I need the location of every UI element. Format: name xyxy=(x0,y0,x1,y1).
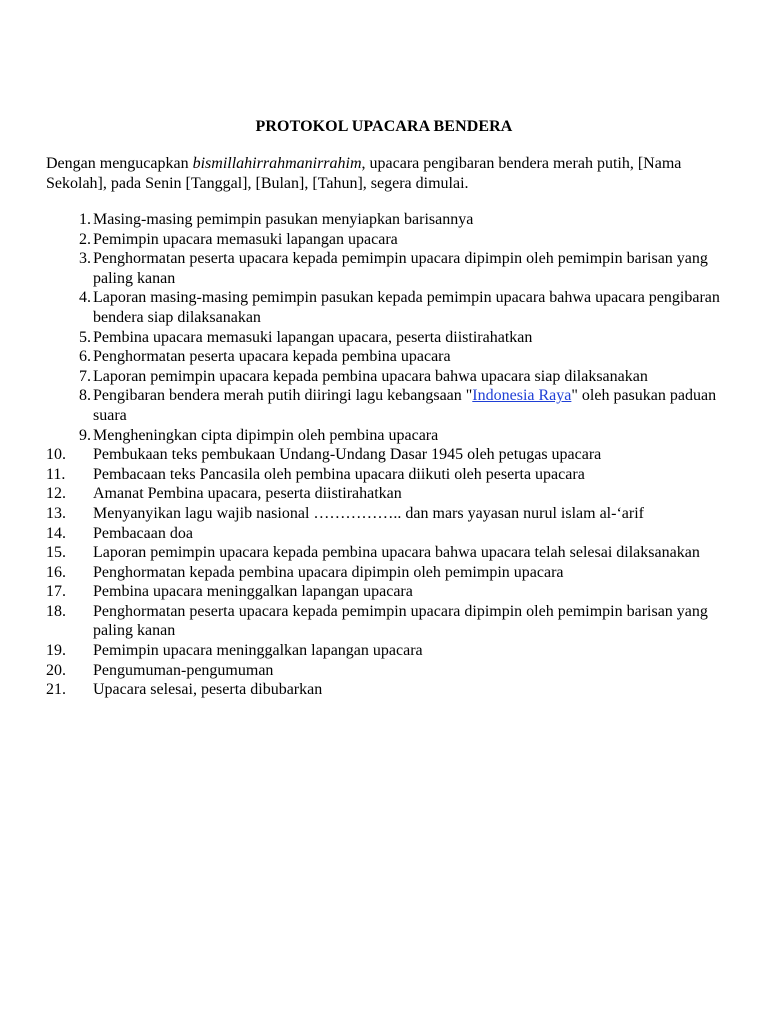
list-item-number: 3. xyxy=(79,250,91,268)
list-item-number: 13. xyxy=(46,504,66,522)
list-item xyxy=(46,582,736,602)
list-item-text: Pemimpin upacara memasuki lapangan upacara xyxy=(93,230,398,248)
list-item-text: Upacara selesai, peserta dibubarkan xyxy=(93,681,323,699)
list-item-number: 8. xyxy=(79,387,91,405)
list-item xyxy=(46,386,736,425)
list-item-number: 16. xyxy=(46,563,66,581)
list-item xyxy=(46,347,736,367)
list-item xyxy=(46,367,736,387)
list-item xyxy=(46,680,736,700)
list-item xyxy=(46,426,736,446)
list-item-number: 1. xyxy=(79,211,91,228)
list-item-number: 5. xyxy=(79,328,91,346)
list-item xyxy=(46,210,736,230)
list-item-text: Pemimpin upacara meninggalkan lapangan upacara xyxy=(93,642,423,660)
list-item xyxy=(46,602,736,641)
intro-italic: bismillahirrahmanirrahim xyxy=(192,155,362,172)
list-item-number: 19. xyxy=(46,642,66,660)
list-item-number: 4. xyxy=(79,289,91,307)
list-item xyxy=(46,543,736,563)
list-item xyxy=(46,563,736,583)
list-item xyxy=(46,288,736,327)
list-item-text: Menyanyikan lagu wajib nasional …………….. dan mars yayasan nurul islam al-‘arif xyxy=(93,504,644,522)
list-item xyxy=(46,504,736,524)
list-item xyxy=(46,249,736,288)
list-item-number: 15. xyxy=(46,544,66,562)
document-title: PROTOKOL UPACARA BENDERA xyxy=(255,118,513,135)
list-item xyxy=(46,661,736,681)
list-item xyxy=(46,484,736,504)
list-item xyxy=(46,524,736,544)
protocol-list xyxy=(46,210,736,700)
list-item-text-after: " oleh pasukan paduan suara xyxy=(93,387,717,424)
intro-paragraph xyxy=(46,154,736,194)
list-item-text: Pembina upacara memasuki lapangan upacara, peserta diistirahatkan xyxy=(93,328,533,346)
list-item-number: 2. xyxy=(79,230,91,248)
list-item-number: 18. xyxy=(46,602,66,620)
list-item xyxy=(46,230,736,250)
list-item-number: 6. xyxy=(79,348,91,366)
list-item-text: Laporan pemimpin upacara kepada pembina upacara bahwa upacara telah selesai dilaksanakan xyxy=(93,544,700,562)
list-item xyxy=(46,465,736,485)
list-item-number: 12. xyxy=(46,485,66,503)
list-item-number: 17. xyxy=(46,583,66,601)
list-item-text: Masing-masing pemimpin pasukan menyiapkan barisannya xyxy=(93,211,474,228)
list-item-text: Laporan masing-masing pemimpin pasukan kepada pemimpin upacara bahwa upacara pengibaran bendera siap dilaksanakan xyxy=(93,289,720,326)
list-item-text: Pembina upacara meninggalkan lapangan upacara xyxy=(93,583,413,601)
intro-prefix: Dengan mengucapkan xyxy=(46,155,193,172)
list-item xyxy=(46,328,736,348)
list-item-text: Penghormatan peserta upacara kepada pemimpin upacara dipimpin oleh pemimpin barisan yang paling kanan xyxy=(93,602,708,640)
list-item-text: Pembukaan teks pembukaan Undang-Undang Dasar 1945 oleh petugas upacara xyxy=(93,446,602,464)
list-item-text: Laporan pemimpin upacara kepada pembina upacara bahwa upacara siap dilaksanakan xyxy=(93,367,648,385)
list-item-number: 10. xyxy=(46,446,66,464)
list-item-text: Pembacaan teks Pancasila oleh pembina upacara diikuti oleh peserta upacara xyxy=(93,465,585,483)
list-item-number: 7. xyxy=(79,367,91,385)
list-item-number: 21. xyxy=(46,681,66,699)
list-item-number: 11. xyxy=(46,465,66,483)
list-item-text: Penghormatan peserta upacara kepada pemimpin upacara dipimpin oleh pemimpin barisan yang paling kanan xyxy=(93,250,708,287)
list-item-text: Amanat Pembina upacara, peserta diistirahatkan xyxy=(93,485,402,503)
list-item-text: Penghormatan peserta upacara kepada pembina upacara xyxy=(93,348,451,366)
list-item-text: Pembacaan doa xyxy=(93,524,193,542)
list-item-number: 14. xyxy=(46,524,66,542)
list-item-text: Mengheningkan cipta dipimpin oleh pembina upacara xyxy=(93,426,439,444)
indonesia-raya-link[interactable]: Indonesia Raya xyxy=(472,387,572,405)
list-item xyxy=(46,445,736,465)
list-item-number: 9. xyxy=(79,426,91,444)
list-item-text-before: Pengibaran bendera merah putih diiringi lagu kebangsaan " xyxy=(93,387,473,405)
list-item-text: Pengumuman-pengumuman xyxy=(93,661,274,679)
list-item xyxy=(46,641,736,661)
list-item-text: Penghormatan kepada pembina upacara dipimpin oleh pemimpin upacara xyxy=(93,563,564,581)
list-item-number: 20. xyxy=(46,661,66,679)
intro-suffix: , upacara pengibaran bendera merah putih, [Nama Sekolah], pada Senin [Tanggal], [Bulan], [Tahun], segera dimulai. xyxy=(46,155,682,192)
